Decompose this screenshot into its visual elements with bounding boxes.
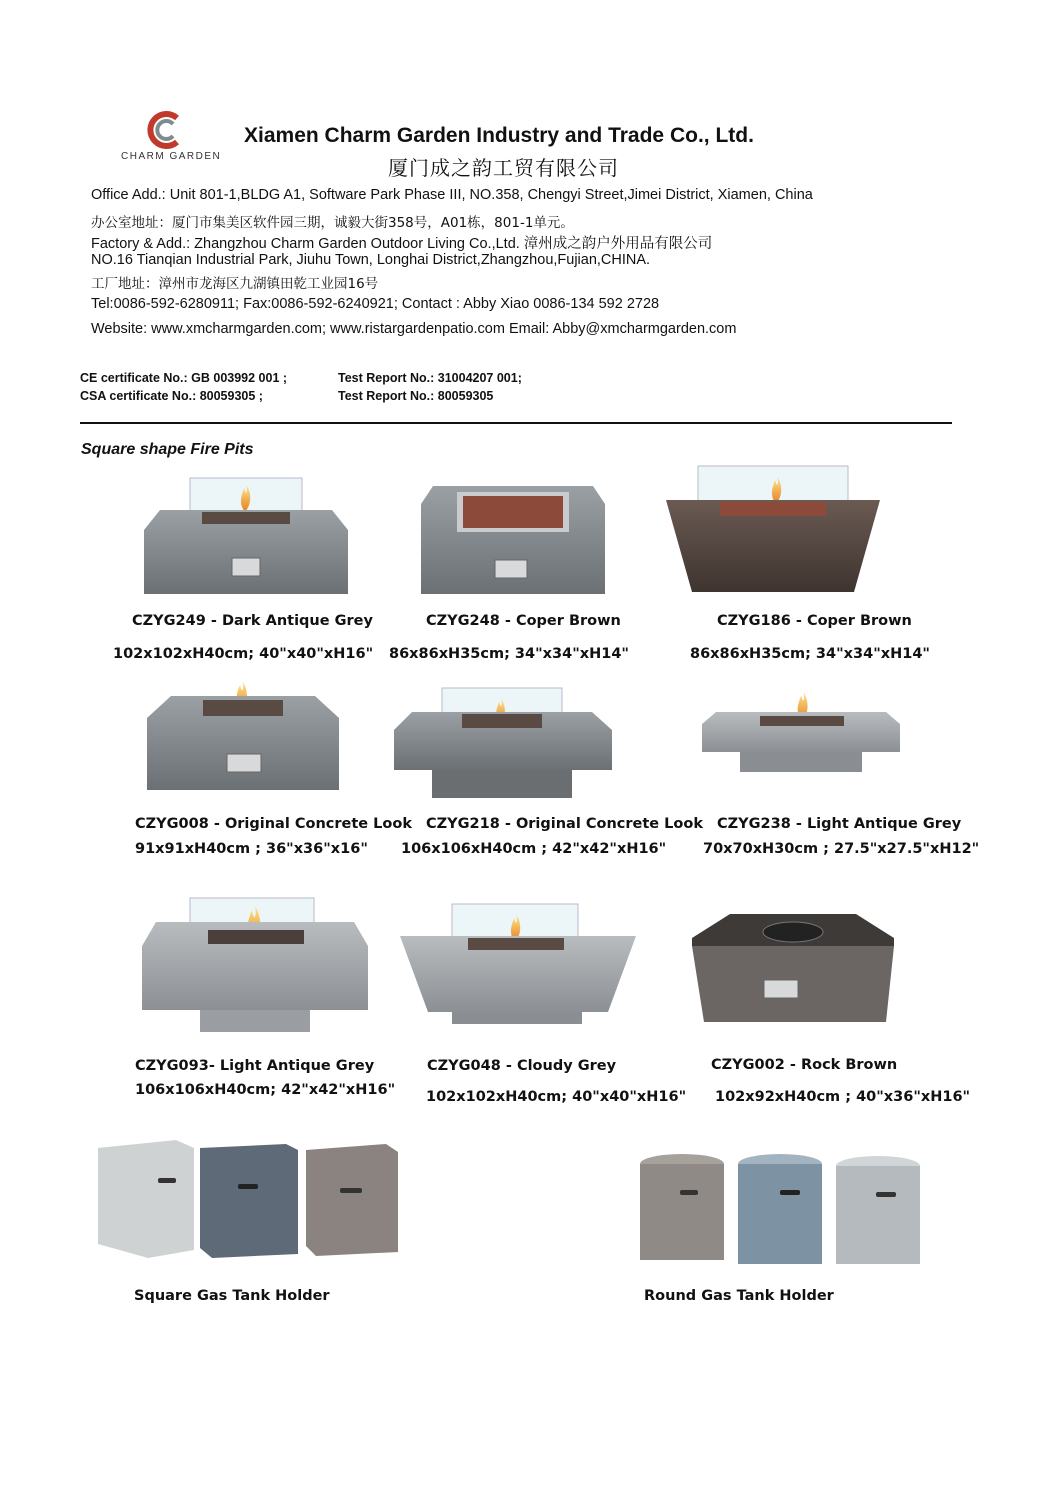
product-name: CZYG008 - Original Concrete Look <box>135 816 412 832</box>
square-tank-holder-label: Square Gas Tank Holder <box>134 1288 330 1304</box>
product-photo-czyg002 <box>690 912 896 1034</box>
ce-test-report: Test Report No.: 31004207 001; <box>338 371 522 385</box>
logo-text: CHARM GARDEN <box>121 151 222 162</box>
product-photo-czyg048 <box>398 902 638 1026</box>
product-name: CZYG048 - Cloudy Grey <box>427 1058 617 1074</box>
product-name: CZYG002 - Rock Brown <box>711 1057 898 1073</box>
product-size: 86x86xH35cm; 34"x34"xH14" <box>690 646 930 662</box>
product-name: CZYG218 - Original Concrete Look <box>426 816 703 832</box>
product-photo-czyg008 <box>145 678 341 796</box>
company-name: Xiamen Charm Garden Industry and Trade Co., Ltd. <box>244 124 754 147</box>
product-photo-czyg249 <box>140 470 352 602</box>
product-photo-czyg218 <box>392 686 614 802</box>
company-name-cn: 厦门成之韵工贸有限公司 <box>388 156 619 180</box>
product-size: 102x102xH40cm; 40"x40"xH16" <box>113 646 374 662</box>
charm-garden-logo <box>143 108 187 152</box>
product-photo-czyg093 <box>140 896 370 1036</box>
product-name: CZYG186 - Coper Brown <box>717 613 912 629</box>
product-photo-czyg186 <box>664 460 882 602</box>
square-tank-holders-photo <box>96 1134 400 1262</box>
factory-name: Factory & Add.: Zhangzhou Charm Garden Outdoor Living Co.,Ltd. 漳州成之韵户外用品有限公司 <box>91 236 713 252</box>
product-photo-czyg238 <box>700 688 902 776</box>
factory-address: NO.16 Tianqian Industrial Park, Jiuhu Town, Longhai District,Zhangzhou,Fujian,CHINA. <box>91 252 651 268</box>
csa-certificate: CSA certificate No.: 80059305 ; <box>80 389 263 403</box>
product-name: CZYG238 - Light Antique Grey <box>717 816 962 832</box>
product-name: CZYG248 - Coper Brown <box>426 613 621 629</box>
product-name: CZYG093- Light Antique Grey <box>135 1058 375 1074</box>
contact-line: Tel:0086-592-6280911; Fax:0086-592-6240921; Contact : Abby Xiao 0086-134 592 2728 <box>91 296 660 312</box>
office-address-cn: 办公室地址：厦门市集美区软件园三期，诚毅大街358号，A01栋，801-1单元。 <box>91 215 574 231</box>
product-size: 106x106xH40cm; 42"x42"xH16" <box>135 1082 396 1098</box>
product-name: CZYG249 - Dark Antique Grey <box>132 613 373 629</box>
cert-row-ce <box>80 371 522 385</box>
round-tank-holder-label: Round Gas Tank Holder <box>644 1288 834 1304</box>
section-title: Square shape Fire Pits <box>81 441 254 458</box>
factory-address-cn: 工厂地址：漳州市龙海区九湖镇田乾工业园16号 <box>91 276 379 292</box>
product-size: 102x92xH40cm ; 40"x36"xH16" <box>715 1089 971 1105</box>
product-size: 102x102xH40cm; 40"x40"xH16" <box>426 1089 687 1105</box>
product-size: 86x86xH35cm; 34"x34"xH14" <box>389 646 629 662</box>
website-email-line: Website: www.xmcharmgarden.com; www.ristargardenpatio.com Email: Abby@xmcharmgarden.com <box>91 321 737 337</box>
cert-row-csa <box>80 389 493 403</box>
ce-certificate: CE certificate No.: GB 003992 001 ; <box>80 371 288 385</box>
product-size: 91x91xH40cm ; 36"x36"x16" <box>135 841 368 857</box>
product-photo-czyg248 <box>415 482 611 602</box>
product-size: 70x70xH30cm ; 27.5"x27.5"xH12" <box>703 841 980 857</box>
round-tank-holders-photo <box>638 1152 924 1270</box>
csa-test-report: Test Report No.: 80059305 <box>338 389 494 403</box>
product-size: 106x106xH40cm ; 42"x42"xH16" <box>401 841 667 857</box>
divider <box>80 422 952 424</box>
office-address: Office Add.: Unit 801-1,BLDG A1, Software Park Phase III, NO.358, Chengyi Street,Jimei District, Xiamen, China <box>91 187 813 203</box>
